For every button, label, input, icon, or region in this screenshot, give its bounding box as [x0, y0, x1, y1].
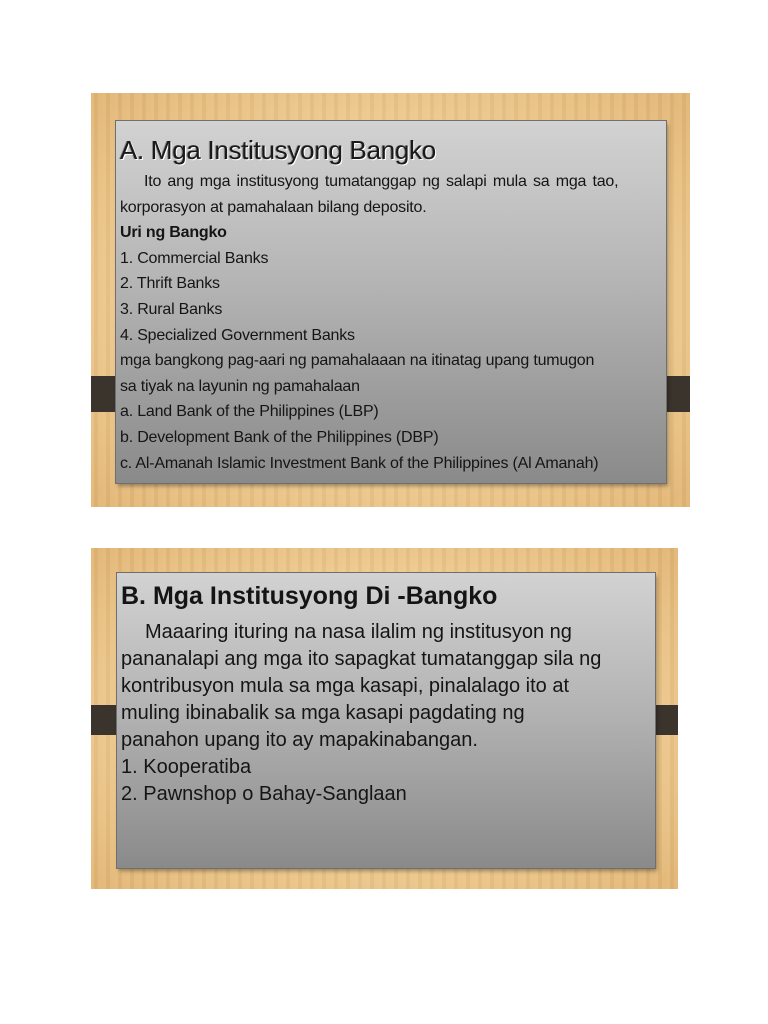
sub-list-item: b. Development Bank of the Philippines (DBP)	[120, 428, 439, 446]
slide-mga-institusyong-bangko	[91, 93, 690, 507]
content-panel	[116, 121, 666, 483]
right-slide-tab	[652, 705, 678, 735]
list-item: 1. Commercial Banks	[120, 249, 269, 267]
paragraph-line: Maaaring ituring na nasa ilalim ng institusyon ng	[145, 621, 572, 643]
list-item: 2. Thrift Banks	[120, 275, 220, 293]
left-slide-tab	[91, 705, 117, 735]
sub-list-item: a. Land Bank of the Philippines (LBP)	[120, 403, 379, 421]
content-panel	[117, 573, 655, 868]
description-line: mga bangkong pag-aari ng pamahalaaan na itinatag upang tumugon	[120, 352, 595, 370]
paragraph-line: panahon upang ito ay mapakinabangan.	[121, 729, 478, 751]
intro-line: Ito ang mga institusyong tumatanggap ng salapi mula sa mga tao,	[144, 173, 619, 190]
right-slide-tab	[664, 376, 690, 412]
section-subheading: Uri ng Bangko	[120, 224, 227, 242]
slide-title: B. Mga Institusyong Di -Bangko	[121, 582, 498, 610]
slide-mga-institusyong-di-bangko	[91, 548, 678, 889]
description-line: sa tiyak na layunin ng pamahalaan	[120, 377, 360, 395]
list-item: 1. Kooperatiba	[121, 756, 252, 778]
paragraph-line: pananalapi ang mga ito sapagkat tumatanggap sila ng	[121, 648, 602, 670]
list-item: 2. Pawnshop o Bahay-Sanglaan	[121, 783, 407, 805]
list-item: 3. Rural Banks	[120, 300, 223, 318]
left-slide-tab	[91, 376, 117, 412]
slide-title: A. Mga Institusyong Bangko	[120, 135, 436, 165]
sub-list-item: c. Al-Amanah Islamic Investment Bank of the Philippines (Al Amanah)	[120, 454, 599, 472]
paragraph-line: kontribusyon mula sa mga kasapi, pinalalago ito at	[121, 675, 570, 697]
paragraph-line: muling ibinabalik sa mga kasapi pagdating ng	[121, 702, 525, 724]
list-item: 4. Specialized Government Banks	[120, 326, 355, 344]
intro-line: korporasyon at pamahalaan bilang deposito.	[120, 198, 427, 216]
